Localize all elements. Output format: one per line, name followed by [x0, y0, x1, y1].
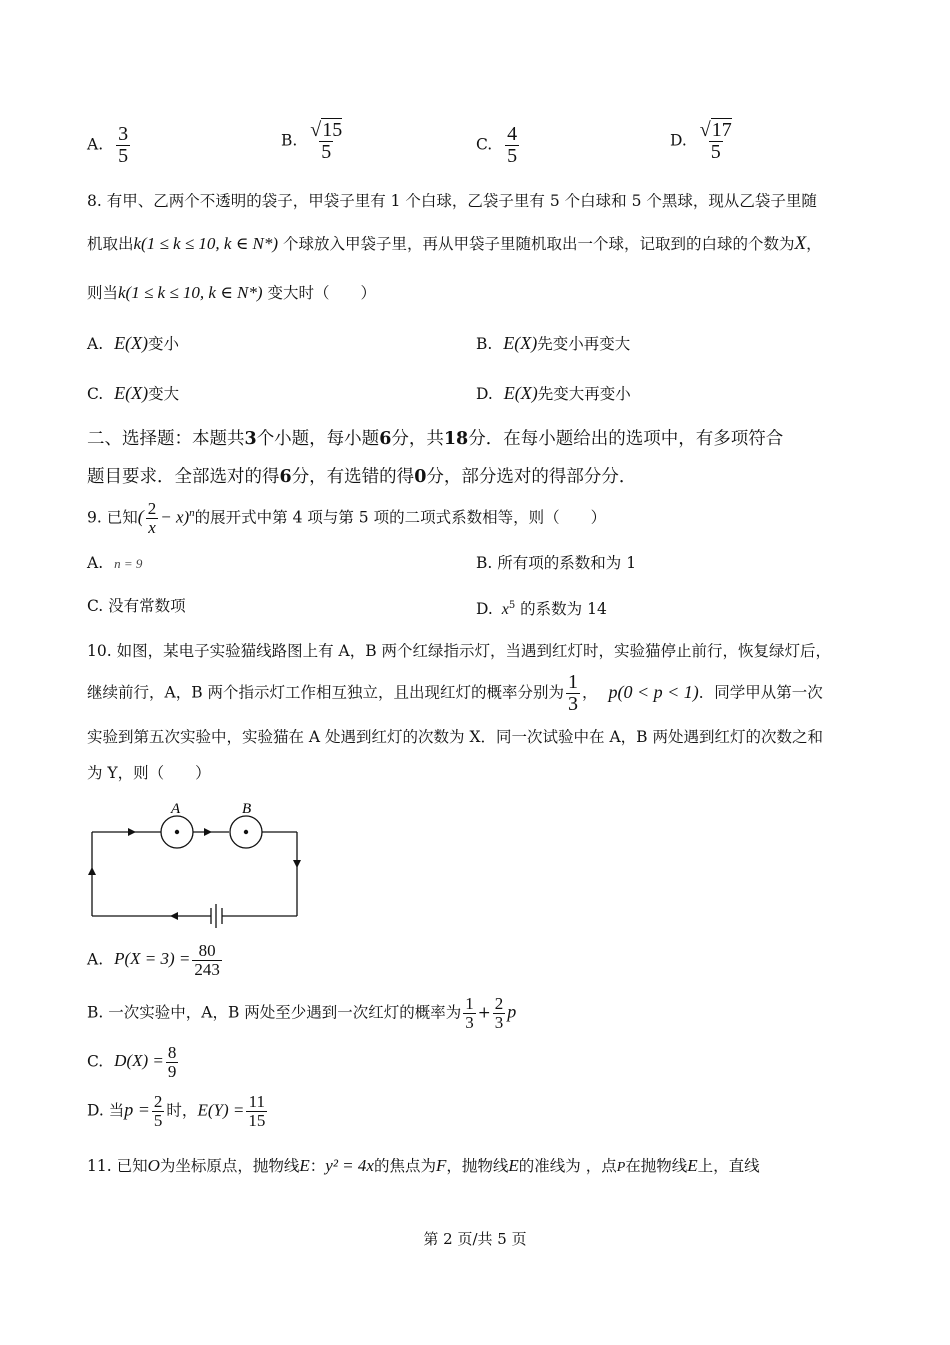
q9-option-a: A. n = 9	[87, 554, 143, 572]
q8-option-b: B. E(X)先变小再变大	[476, 333, 631, 353]
q8-option-d: D. E(X)先变大再变小	[476, 383, 631, 403]
arrow-icon	[204, 828, 212, 836]
q10-option-d: D. 当p = $\frac{2}{5}$ 时，E(Y) = $\frac{11}{15}$	[87, 1092, 266, 1130]
q7-option-b: B. $\frac{√15}{5}$	[281, 119, 343, 163]
circuit-diagram	[80, 795, 310, 930]
q10-line1: 10. 如图，某电子实验猫线路图上有 A，B 两个红绿指示灯，当遇到红灯时，实验猫停止前行，恢复绿灯后，	[87, 642, 832, 660]
q8-option-c: C. E(X)变大	[87, 383, 180, 403]
q10-line2: 继续前行，A，B 两个指示灯工作相互独立，且出现红灯的概率分别为 $\frac{1}{3}$ ， p(0 < p < 1)．同学甲从第一次	[87, 671, 823, 715]
label-a: A	[171, 801, 181, 817]
q9-option-b: B. 所有项的系数和为 1	[476, 554, 637, 572]
page-footer: 第 2 页/共 5 页	[423, 1230, 527, 1248]
q7-option-c: C. $\frac{4}{5}$	[476, 123, 518, 167]
q10-option-a: A. P(X = 3) = $\frac{80}{243}$	[87, 941, 220, 979]
q10-line4: 为 Y，则（ ）	[87, 764, 211, 782]
label-b: B	[242, 801, 252, 817]
q8-line2: 机取出k(1 ≤ k ≤ 10, k ∈ N*) 个球放入甲袋子里，再从甲袋子里随机取出一个球，记取到的白球的个数为X，	[87, 233, 822, 254]
q9-stem: 9. 已知( $\frac{2}{x}$ − x)$^n$的展开式中第 4 项与第 5 项的二项式系数相等，则（ ）	[87, 499, 607, 537]
arrow-icon	[170, 912, 178, 920]
arrow-icon	[293, 860, 301, 868]
q9-option-d: D. $x^5$ 的系数为 14	[476, 600, 607, 619]
arrow-icon	[128, 828, 136, 836]
q10-option-c: C. D(X) = $\frac{8}{9}$	[87, 1043, 177, 1081]
q7-option-a: A. $\frac{3}{5}$	[87, 123, 129, 167]
q8-line1: 8. 有甲、乙两个不透明的袋子，甲袋子里有 1 个白球，乙袋子里有 5 个白球和 5 个黑球，现从乙袋子里随	[87, 192, 817, 210]
q9-option-c: C. 没有常数项	[87, 597, 186, 615]
q7-option-d: D. $\frac{√17}{5}$	[670, 119, 732, 163]
q10-option-b: B. 一次实验中，A，B 两处至少遇到一次红灯的概率为 $\frac{1}{3}$ + $\frac{2}{3}$ p	[87, 994, 517, 1032]
section2-line1: 二、选择题：本题共3个小题，每小题6分，共18分．在每小题给出的选项中，有多项符合	[87, 429, 784, 449]
q11-stem: 11. 已知O为坐标原点，抛物线E：y² = 4x的焦点为F，抛物线E的准线为 ，点P在抛物线E上，直线	[87, 1156, 760, 1175]
arrow-icon	[88, 867, 96, 875]
q8-option-a: A. E(X)变小	[87, 333, 180, 353]
q8-line3: 则当k(1 ≤ k ≤ 10, k ∈ N*) 变大时（ ）	[87, 283, 377, 302]
section2-line2: 题目要求．全部选对的得6分，有选错的得0分，部分选对的得部分分．	[87, 467, 637, 487]
q10-line3: 实验到第五次实验中，实验猫在 A 处遇到红灯的次数为 X．同一次试验中在 A，B 两处遇到红灯的次数之和	[87, 728, 823, 746]
